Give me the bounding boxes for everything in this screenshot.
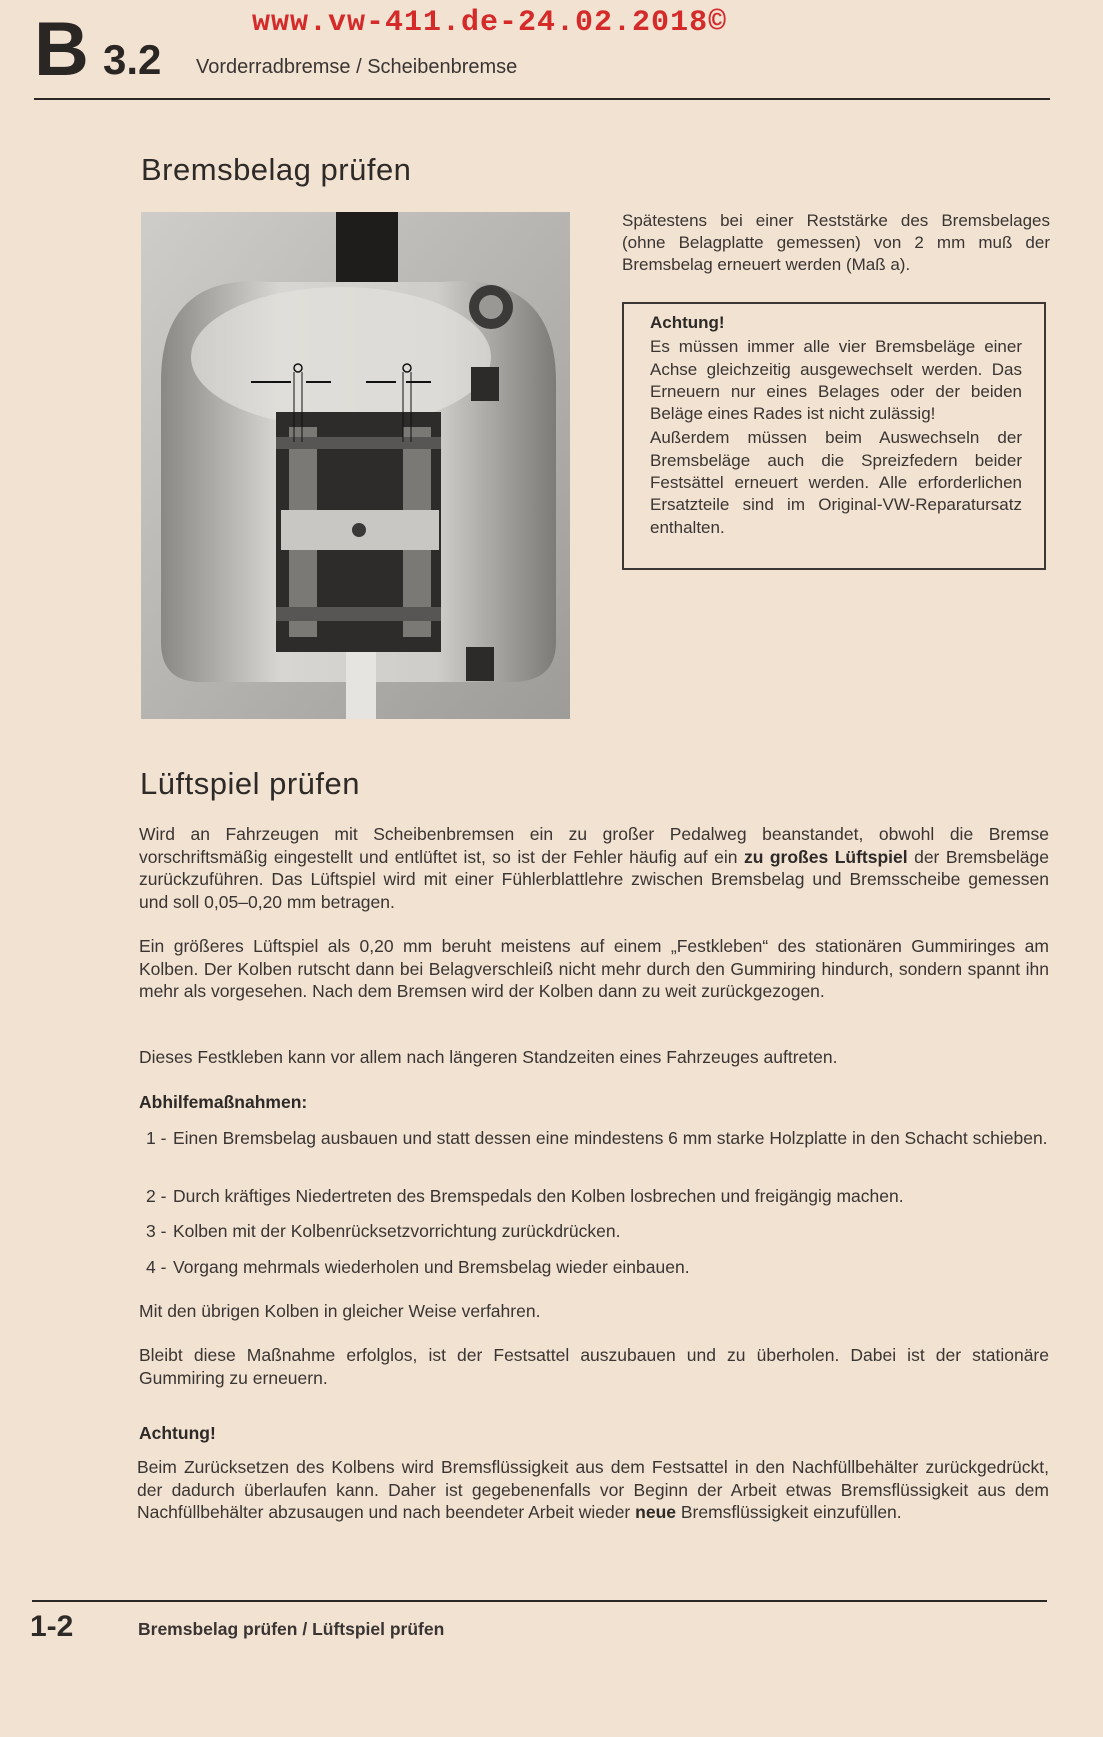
- list-item: [146, 1256, 1050, 1279]
- list-item-text: Vorgang mehrmals wiederholen und Bremsbelag wieder einbauen.: [173, 1257, 690, 1277]
- list-item-number: 1 -: [146, 1128, 167, 1148]
- footer-title: Bremsbelag prüfen / Lüftspiel prüfen: [138, 1619, 445, 1639]
- list-item: [146, 1220, 1050, 1243]
- warning-paragraph: [137, 1456, 1049, 1524]
- list-item: [146, 1185, 1050, 1208]
- header-rule: [34, 98, 1050, 100]
- caliper-illustration: [141, 212, 570, 719]
- list-item-number: 4 -: [146, 1257, 167, 1277]
- paragraph-5: [139, 1344, 1049, 1389]
- warning-box-paragraph-2: Außerdem müssen beim Auswechseln der Bremsbeläge auch die Spreizfedern beider Festsättel erneuert werden. Alle erforderlichen Ersatzteile sind im Original-VW-Reparatursatz enthalten.: [650, 428, 1022, 537]
- footer-rule: [32, 1600, 1047, 1602]
- paragraph-3-text: Dieses Festkleben kann vor allem nach längeren Standzeiten eines Fahrzeuges auftreten.: [139, 1047, 838, 1067]
- paragraph-1: [139, 823, 1049, 913]
- list-item-text: Kolben mit der Kolbenrücksetzvorrichtung zurückdrücken.: [173, 1221, 621, 1241]
- warning-box-title: Achtung!: [650, 313, 725, 332]
- paragraph-3: [139, 1046, 1049, 1069]
- paragraph-5-text: Bleibt diese Maßnahme erfolglos, ist der Festsattel auszubauen und zu überholen. Dabei ist der stationäre Gummiring zu erneuern.: [139, 1345, 1049, 1388]
- remedies-heading: Abhilfemaßnahmen:: [139, 1092, 308, 1112]
- paragraph-1-text-a: Wird an Fahrzeugen mit Scheibenbremsen ein zu großer Pedalweg beanstandet, obwohl die Bremse vorschriftsmäßig eingestellt und entlüftet ist, so ist der Fehler häufig auf ein: [139, 824, 1049, 867]
- warning-paragraph-text-a: Beim Zurücksetzen des Kolbens wird Bremsflüssigkeit aus dem Festsattel in den Nachfüllbehälter zurückgedrückt, der dadurch überlaufen kann. Daher ist gegebenenfalls vor Beginn der Arbeit etwas Bremsflüssigkeit aus dem Nachfüllbehälter abzusaugen und nach beendeter Arbeit wieder: [137, 1457, 1049, 1522]
- paragraph-1-emphasis: zu großes Lüftspiel: [743, 846, 908, 867]
- warning-paragraph-emphasis: neue: [635, 1502, 676, 1522]
- chapter-letter: B: [34, 7, 89, 92]
- warning-box: [622, 302, 1046, 570]
- paragraph-2: [139, 935, 1049, 1003]
- warning-paragraph-text-b: Bremsflüssigkeit einzufüllen.: [676, 1502, 902, 1522]
- paragraph-4-text: Mit den übrigen Kolben in gleicher Weise verfahren.: [139, 1301, 541, 1321]
- watermark: www.vw-411.de-24.02.2018©: [252, 6, 728, 40]
- list-item-number: 3 -: [146, 1221, 167, 1241]
- paragraph-2-text: Ein größeres Lüftspiel als 0,20 mm beruht meistens auf einem „Festkleben“ des stationären Gummiringes am Kolben. Der Kolben rutscht dann bei Belagverschleiß nicht mehr durch den Gummiring hindurch, sondern spannt ihn mehr als vorgesehen. Nach dem Bremsen wird der Kolben dann zu weit zurückgezogen.: [139, 936, 1049, 1001]
- list-item-text: Durch kräftiges Niedertreten des Bremspedals den Kolben losbrechen und freigängig machen.: [173, 1186, 904, 1206]
- list-item-text: Einen Bremsbelag ausbauen und statt dessen eine mindestens 6 mm starke Holzplatte in den Schacht schieben.: [173, 1128, 1048, 1148]
- chapter-number: 3.2: [103, 36, 162, 83]
- section-title-lueftspiel: Lüftspiel prüfen: [140, 766, 360, 801]
- warning-heading: Achtung!: [139, 1423, 216, 1443]
- list-item-number: 2 -: [146, 1186, 167, 1206]
- brake-caliper-photo: [141, 212, 570, 719]
- list-item: [146, 1127, 1050, 1150]
- chapter-subtitle: Vorderradbremse / Scheibenbremse: [196, 56, 518, 78]
- paragraph-1-text-b: der Bremsbeläge zurückzuführen. Das Lüftspiel wird mit einer Fühlerblattlehre zwischen Bremsbelag und Bremsscheibe gemessen und soll 0,05–0,20 mm betragen.: [139, 846, 1049, 912]
- page-number: 1-2: [30, 1610, 74, 1643]
- intro-text: Spätestens bei einer Reststärke des Bremsbelages (ohne Belagplatte gemessen) von 2 mm muß der Bremsbelag erneuert werden (Maß a).: [622, 211, 1050, 274]
- warning-box-paragraph-1: Es müssen immer alle vier Bremsbeläge einer Achse gleichzeitig ausgewechselt werden. Das Erneuern nur eines Belages oder der beiden Beläge eines Rades ist nicht zulässig!: [650, 337, 1022, 424]
- section-title-bremsbelag: Bremsbelag prüfen: [141, 152, 412, 187]
- paragraph-4: [139, 1300, 1049, 1323]
